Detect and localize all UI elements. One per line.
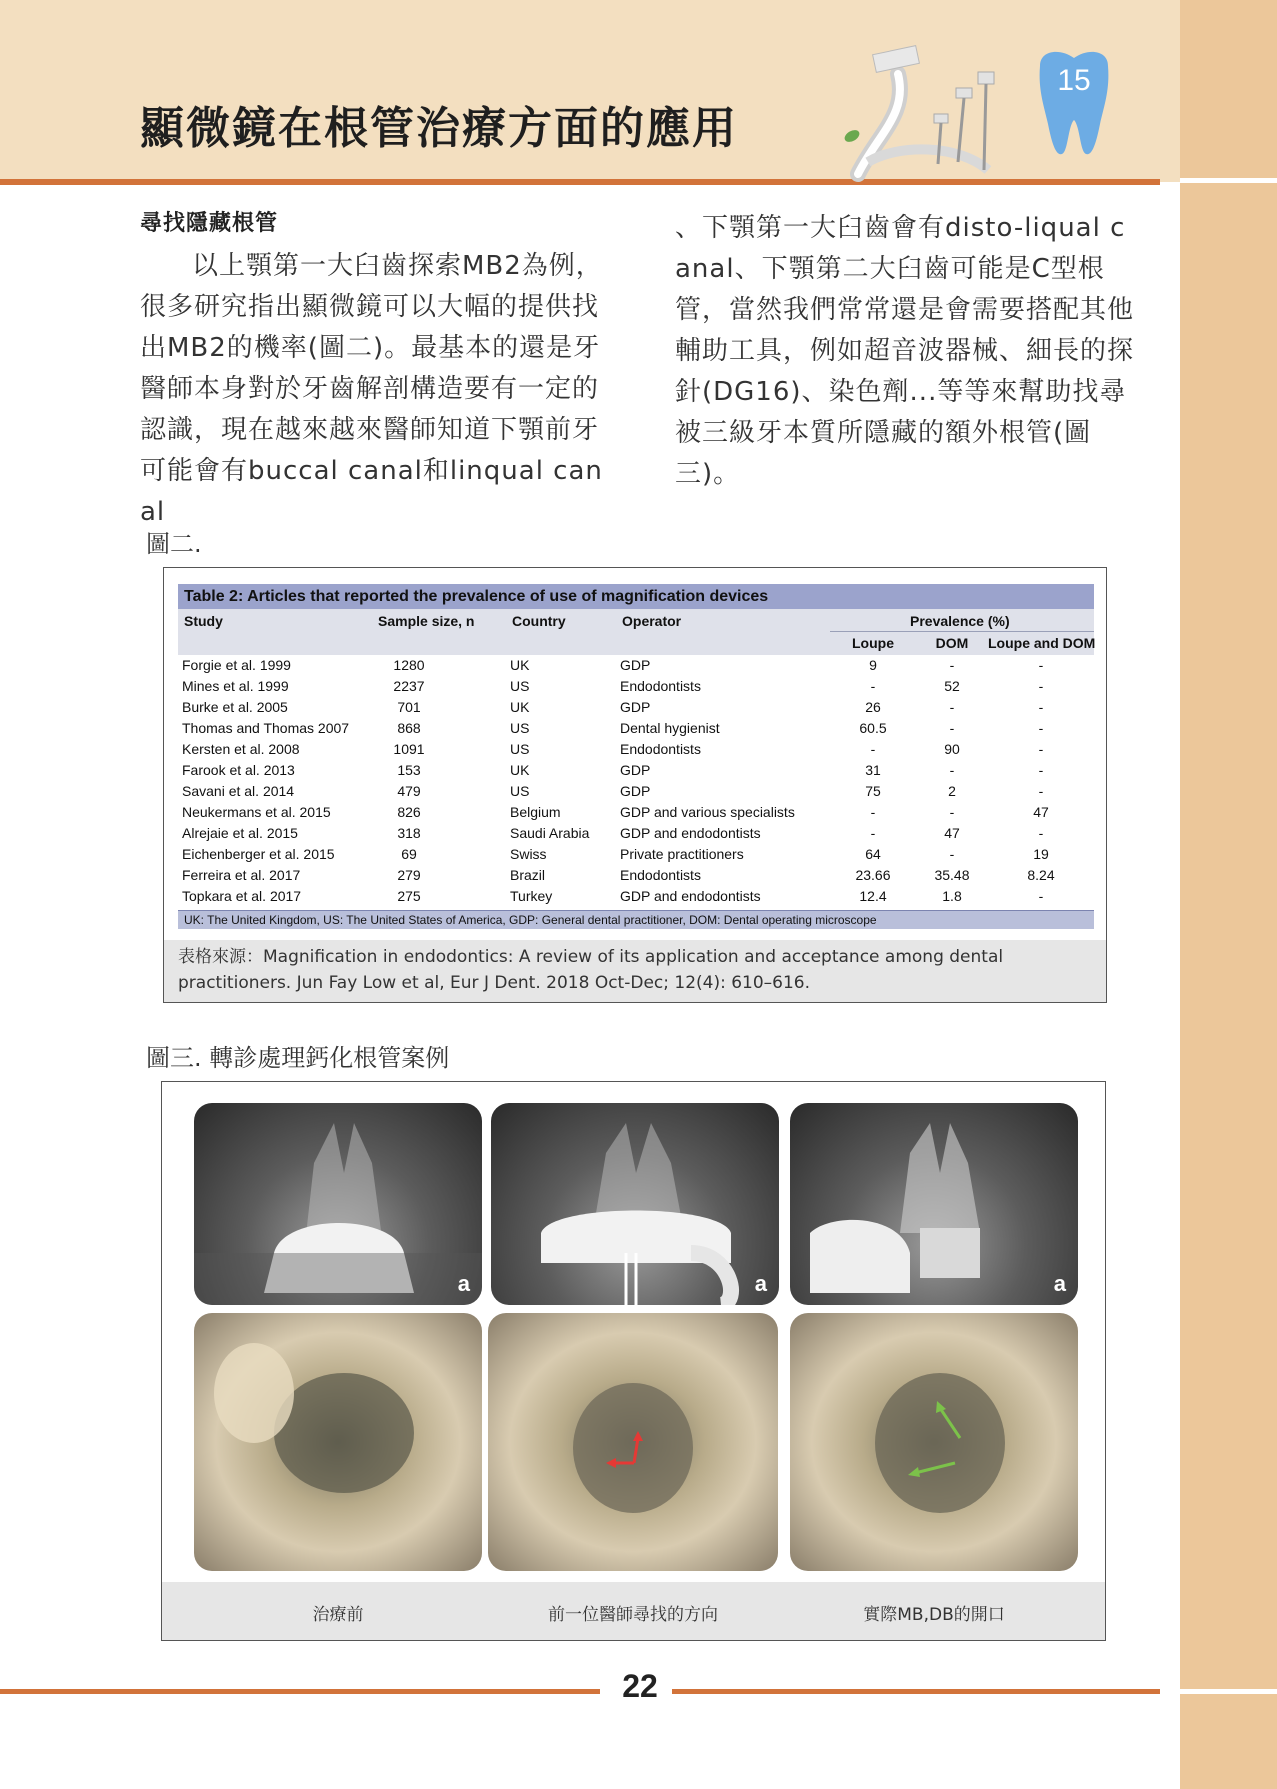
cell-operator: Endodontists [620, 741, 701, 757]
cell-sample: 69 [401, 846, 417, 862]
cell-dom: 90 [944, 741, 960, 757]
cell-country: UK [510, 699, 530, 715]
footer-rule-left [0, 1689, 600, 1694]
cell-loupe: - [870, 678, 876, 694]
cell-dom: 35.48 [934, 867, 970, 883]
table-row [178, 865, 1094, 886]
cell-loupe: - [870, 741, 876, 757]
cell-both: - [1038, 762, 1044, 778]
cell-study: Ferreira et al. 2017 [182, 867, 301, 883]
cell-study: Savani et al. 2014 [182, 783, 295, 799]
cell-operator: Dental hygienist [620, 720, 720, 736]
caption-previous-direction: 前一位醫師尋找的方向 [548, 1605, 718, 1625]
cell-study: Mines et al. 1999 [182, 678, 289, 694]
table-source-citation: 表格來源：Magnification in endodontics: A review of its application and acceptance among dental practitioners. Jun Fay Low et al, Eur J Dent. 2018 Oct-Dec; 12(4): 610–616. [164, 940, 1106, 1002]
cell-dom: 2 [948, 783, 956, 799]
header-country: Country [512, 613, 566, 629]
cell-country: Belgium [510, 804, 561, 820]
table-title: Table 2: Articles that reported the prevalence of use of magnification devices [178, 584, 1094, 609]
cell-operator: GDP [620, 762, 651, 778]
cell-both: - [1038, 825, 1044, 841]
cell-dom: - [949, 657, 955, 673]
page-title: 顯微鏡在根管治療方面的應用 [140, 103, 738, 154]
cell-country: UK [510, 762, 530, 778]
pulp-chamber-image-icon [488, 1313, 778, 1571]
cell-both: - [1038, 741, 1044, 757]
xray-tooth-image-icon [194, 1103, 482, 1305]
cell-study: Farook et al. 2013 [182, 762, 295, 778]
xray-tooth-image-icon [491, 1103, 779, 1305]
cell-country: Saudi Arabia [510, 825, 590, 841]
cell-study: Topkara et al. 2017 [182, 888, 302, 904]
xray-panel-label: a [1053, 1271, 1066, 1296]
cell-operator: GDP [620, 657, 651, 673]
cell-both: 8.24 [1027, 867, 1055, 883]
dental-tools-illustration-icon [838, 44, 1018, 184]
header-prevalence: Prevalence (%) [910, 613, 1010, 629]
cell-operator: GDP and various specialists [620, 804, 795, 820]
cell-loupe: 60.5 [859, 720, 887, 736]
cell-sample: 868 [397, 720, 421, 736]
header-operator: Operator [622, 613, 682, 629]
cell-study: Neukermans et al. 2015 [182, 804, 331, 820]
table-row [178, 886, 1094, 907]
cell-both: - [1038, 678, 1044, 694]
cell-country: US [510, 783, 530, 799]
cell-both: - [1038, 720, 1044, 736]
cell-operator: GDP and endodontists [620, 825, 761, 841]
cell-loupe: 12.4 [859, 888, 887, 904]
cell-dom: - [949, 846, 955, 862]
clinical-photo-previous [488, 1313, 778, 1571]
article-left-column [140, 206, 610, 533]
cell-operator: GDP [620, 783, 651, 799]
cell-sample: 318 [397, 825, 421, 841]
table-row [178, 718, 1094, 739]
xray-photo-previous [491, 1103, 779, 1305]
xray-panel-label: a [457, 1271, 470, 1296]
cell-country: UK [510, 657, 530, 673]
article-right-column [675, 208, 1135, 495]
cell-loupe: 64 [865, 846, 881, 862]
table-header [178, 609, 1094, 655]
figure3-case-photos [161, 1081, 1106, 1641]
cell-study: Alrejaie et al. 2015 [182, 825, 298, 841]
cell-dom: - [949, 804, 955, 820]
cell-operator: Private practitioners [620, 846, 744, 862]
cell-study: Forgie et al. 1999 [182, 657, 291, 673]
cell-dom: - [949, 699, 955, 715]
cell-country: US [510, 741, 530, 757]
cell-study: Thomas and Thomas 2007 [182, 720, 350, 736]
pulp-chamber-image-icon [194, 1313, 482, 1571]
figure3-caption: 圖三. 轉診處理鈣化根管案例 [146, 1044, 450, 1072]
cell-dom: 52 [944, 678, 960, 694]
cell-study: Eichenberger et al. 2015 [182, 846, 335, 862]
caption-actual-openings: 實際MB,DB的開口 [863, 1605, 1005, 1625]
chapter-number-badge: 15 [1057, 64, 1091, 97]
caption-before-treatment: 治療前 [312, 1605, 364, 1625]
cell-both: - [1038, 783, 1044, 799]
table-body [178, 655, 1094, 910]
article-paragraph-right: 、下顎第一大臼齒會有disto-liqual canal、下顎第二大臼齒可能是C型根管，當然我們常常還是會需要搭配其他輔助工具，例如超音波器械、細長的探針(DG16)、染色劑...等等來幫助找尋被三級牙本質所隱藏的額外根管(圖三)。 [675, 213, 1135, 489]
photo-caption-bar [162, 1582, 1105, 1640]
cell-sample: 479 [397, 783, 421, 799]
header-loupe: Loupe [852, 635, 894, 651]
header-sample-size: Sample size, n [378, 613, 475, 629]
cell-country: US [510, 678, 530, 694]
side-strip-notch [1180, 1689, 1277, 1694]
clinical-photo-before [194, 1313, 482, 1571]
cell-both: 47 [1033, 804, 1049, 820]
article-paragraph-left: 以上顎第一大臼齒探索MB2為例，很多研究指出顯微鏡可以大幅的提供找出MB2的機率(圖二)。最基本的還是牙醫師本身對於牙齒解剖構造要有一定的認識，現在越來越來醫師知道下顎前牙可能會有buccal canal和linqual canal [140, 251, 603, 527]
table-row [178, 844, 1094, 865]
cell-sample: 701 [397, 699, 421, 715]
side-strip-notch [1180, 178, 1277, 183]
cell-operator: Endodontists [620, 867, 701, 883]
section-heading: 尋找隱藏根管 [140, 211, 279, 236]
cell-dom: - [949, 762, 955, 778]
cell-sample: 279 [397, 867, 421, 883]
cell-sample: 1091 [393, 741, 425, 757]
figure2-table-figure [163, 567, 1107, 1003]
cell-loupe: 31 [865, 762, 881, 778]
table-row [178, 760, 1094, 781]
xray-photo-after [790, 1103, 1078, 1305]
table-row [178, 823, 1094, 844]
cell-operator: Endodontists [620, 678, 701, 694]
cell-country: US [510, 720, 530, 736]
xray-photo-before [194, 1103, 482, 1305]
cell-sample: 153 [397, 762, 421, 778]
cell-sample: 2237 [393, 678, 425, 694]
cell-operator: GDP [620, 699, 651, 715]
header-divider [830, 631, 1094, 632]
cell-study: Kersten et al. 2008 [182, 741, 300, 757]
cell-both: - [1038, 888, 1044, 904]
xray-panel-label: a [754, 1271, 767, 1296]
header-study: Study [184, 613, 223, 629]
header-loupe-and-dom: Loupe and DOM [988, 635, 1096, 651]
pulp-chamber-image-icon [790, 1313, 1078, 1571]
table-footnote: UK: The United Kingdom, US: The United States of America, GDP: General dental practitioner, DOM: Dental operating microscope [178, 910, 1094, 929]
cell-dom: - [949, 720, 955, 736]
table-row [178, 697, 1094, 718]
side-strip [1180, 0, 1277, 1789]
tooth-icon [1030, 46, 1118, 158]
cell-dom: 47 [944, 825, 960, 841]
cell-country: Swiss [510, 846, 547, 862]
cell-study: Burke et al. 2005 [182, 699, 288, 715]
table-row [178, 655, 1094, 676]
cell-loupe: - [870, 804, 876, 820]
cell-loupe: - [870, 825, 876, 841]
table-row [178, 739, 1094, 760]
cell-sample: 275 [397, 888, 421, 904]
cell-operator: GDP and endodontists [620, 888, 761, 904]
footer-rule-right [672, 1689, 1160, 1694]
cell-both: - [1038, 699, 1044, 715]
table-row [178, 781, 1094, 802]
figure2-caption: 圖二. [146, 530, 202, 558]
cell-loupe: 9 [869, 657, 877, 673]
cell-country: Turkey [510, 888, 553, 904]
table-row [178, 676, 1094, 697]
xray-tooth-image-icon [790, 1103, 1078, 1305]
cell-loupe: 23.66 [855, 867, 891, 883]
cell-loupe: 26 [865, 699, 881, 715]
cell-sample: 826 [397, 804, 421, 820]
header-dom: DOM [935, 635, 969, 651]
prevalence-table [178, 584, 1094, 930]
cell-both: 19 [1033, 846, 1049, 862]
clinical-photo-after [790, 1313, 1078, 1571]
table-row [178, 802, 1094, 823]
cell-both: - [1038, 657, 1044, 673]
cell-loupe: 75 [865, 783, 881, 799]
cell-dom: 1.8 [942, 888, 962, 904]
cell-country: Brazil [510, 867, 546, 883]
page-number: 22 [622, 1668, 658, 1704]
cell-sample: 1280 [393, 657, 425, 673]
